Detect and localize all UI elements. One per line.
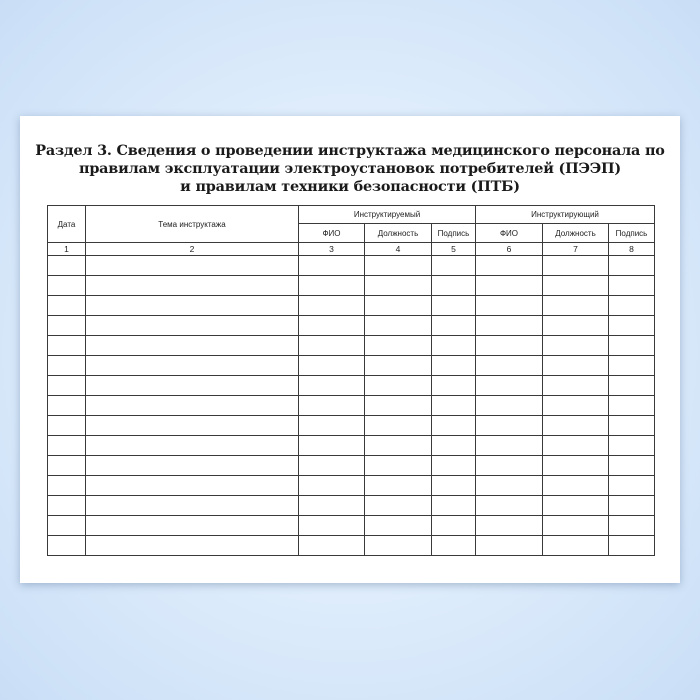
table-cell — [609, 376, 655, 396]
table-cell — [86, 336, 299, 356]
instruction-log-table — [47, 205, 655, 556]
table-cell — [609, 436, 655, 456]
table-cell — [86, 396, 299, 416]
table-cell — [609, 516, 655, 536]
table-cell — [48, 436, 86, 456]
section-title — [20, 142, 680, 196]
table-cell — [543, 416, 609, 436]
title-line-3: и правилам техники безопасности (ПТБ) — [180, 178, 520, 195]
table-cell — [432, 456, 476, 476]
table-cell — [299, 316, 365, 336]
column-number: 3 — [299, 243, 365, 256]
table-cell — [432, 536, 476, 556]
table-row — [48, 356, 655, 376]
table-cell — [86, 276, 299, 296]
table-cell — [543, 436, 609, 456]
table-cell — [299, 536, 365, 556]
table-cell — [432, 516, 476, 536]
title-line-1: Раздел 3. Сведения о проведении инструктажа медицинского персонала по — [35, 142, 665, 159]
table-cell — [432, 436, 476, 456]
table-cell — [86, 356, 299, 376]
header-instructed: Инструктируемый — [299, 206, 476, 224]
table-cell — [543, 516, 609, 536]
table-row — [48, 436, 655, 456]
header-instructor-signature: Подпись — [609, 224, 655, 243]
table-cell — [543, 396, 609, 416]
table-cell — [48, 456, 86, 476]
table-cell — [543, 256, 609, 276]
table-cell — [48, 356, 86, 376]
table-cell — [543, 336, 609, 356]
table-cell — [86, 436, 299, 456]
column-number: 6 — [476, 243, 543, 256]
header-instructor-position: Должность — [543, 224, 609, 243]
table-cell — [48, 256, 86, 276]
table-cell — [365, 476, 432, 496]
table-cell — [48, 516, 86, 536]
table-cell — [476, 476, 543, 496]
table-row — [48, 336, 655, 356]
table-cell — [432, 376, 476, 396]
table-cell — [365, 276, 432, 296]
table-cell — [432, 496, 476, 516]
table-cell — [476, 436, 543, 456]
table-cell — [609, 536, 655, 556]
table-cell — [543, 356, 609, 376]
table-cell — [432, 356, 476, 376]
table-row — [48, 276, 655, 296]
table-cell — [365, 536, 432, 556]
table-cell — [299, 296, 365, 316]
table-row — [48, 496, 655, 516]
table-row — [48, 256, 655, 276]
table-cell — [476, 276, 543, 296]
table-cell — [299, 476, 365, 496]
table-cell — [365, 436, 432, 456]
table-cell — [609, 336, 655, 356]
table-cell — [299, 436, 365, 456]
table-cell — [543, 296, 609, 316]
table-cell — [86, 256, 299, 276]
table-cell — [48, 276, 86, 296]
table-row — [48, 416, 655, 436]
table-cell — [476, 256, 543, 276]
table-cell — [476, 316, 543, 336]
table-cell — [432, 256, 476, 276]
table-cell — [299, 276, 365, 296]
table-cell — [299, 456, 365, 476]
table-row — [48, 456, 655, 476]
table-cell — [299, 256, 365, 276]
table-cell — [543, 376, 609, 396]
table-cell — [609, 456, 655, 476]
table-cell — [365, 516, 432, 536]
table-cell — [476, 516, 543, 536]
table-cell — [609, 396, 655, 416]
column-number: 5 — [432, 243, 476, 256]
table-cell — [86, 376, 299, 396]
column-number: 1 — [48, 243, 86, 256]
table-cell — [86, 496, 299, 516]
table-cell — [86, 296, 299, 316]
table-cell — [543, 456, 609, 476]
table-cell — [86, 476, 299, 496]
table-cell — [476, 296, 543, 316]
table-cell — [365, 496, 432, 516]
table-cell — [48, 396, 86, 416]
table-cell — [476, 396, 543, 416]
table-cell — [432, 336, 476, 356]
title-line-2: правилам эксплуатации электроустановок потребителей (ПЭЭП) — [78, 160, 621, 177]
table-cell — [86, 536, 299, 556]
table-row — [48, 376, 655, 396]
table-cell — [299, 516, 365, 536]
table-cell — [365, 256, 432, 276]
table-cell — [476, 416, 543, 436]
table-cell — [48, 496, 86, 516]
journal-page — [20, 116, 680, 583]
table-cell — [476, 496, 543, 516]
header-instructed-fio: ФИО — [299, 224, 365, 243]
table-cell — [476, 356, 543, 376]
table-cell — [299, 356, 365, 376]
table-cell — [86, 416, 299, 436]
table-cell — [299, 336, 365, 356]
table-cell — [432, 276, 476, 296]
table-cell — [48, 376, 86, 396]
table-cell — [365, 296, 432, 316]
table-cell — [299, 396, 365, 416]
table-cell — [476, 336, 543, 356]
table-cell — [476, 456, 543, 476]
table-cell — [48, 316, 86, 336]
table-cell — [543, 316, 609, 336]
blank-rows — [48, 256, 655, 556]
header-topic: Тема инструктажа — [86, 206, 299, 243]
column-number: 4 — [365, 243, 432, 256]
table-cell — [365, 396, 432, 416]
column-number: 2 — [86, 243, 299, 256]
table-row — [48, 296, 655, 316]
table-cell — [543, 496, 609, 516]
column-number: 7 — [543, 243, 609, 256]
table-cell — [299, 496, 365, 516]
table-row — [48, 536, 655, 556]
table-cell — [543, 536, 609, 556]
table-cell — [543, 476, 609, 496]
table-cell — [432, 316, 476, 336]
table-cell — [48, 336, 86, 356]
table-cell — [476, 376, 543, 396]
table-cell — [609, 416, 655, 436]
table-cell — [86, 316, 299, 336]
table-cell — [86, 516, 299, 536]
table-cell — [48, 476, 86, 496]
header-instructed-signature: Подпись — [432, 224, 476, 243]
table-cell — [543, 276, 609, 296]
header-instructor: Инструктирующий — [476, 206, 655, 224]
table-cell — [365, 356, 432, 376]
header-date: Дата — [48, 206, 86, 243]
header-instructed-position: Должность — [365, 224, 432, 243]
table-cell — [299, 416, 365, 436]
table-cell — [609, 476, 655, 496]
table-cell — [432, 416, 476, 436]
column-number-row — [48, 243, 655, 256]
table-cell — [609, 256, 655, 276]
table-cell — [48, 296, 86, 316]
table-cell — [609, 276, 655, 296]
table-row — [48, 316, 655, 336]
table-cell — [48, 416, 86, 436]
header-instructor-fio: ФИО — [476, 224, 543, 243]
table-cell — [476, 536, 543, 556]
table-row — [48, 476, 655, 496]
table-cell — [609, 296, 655, 316]
table-cell — [365, 456, 432, 476]
table-cell — [609, 316, 655, 336]
table-row — [48, 396, 655, 416]
table-cell — [48, 536, 86, 556]
table-cell — [365, 336, 432, 356]
table-cell — [365, 316, 432, 336]
column-number: 8 — [609, 243, 655, 256]
table-cell — [365, 416, 432, 436]
table-cell — [86, 456, 299, 476]
table-cell — [609, 356, 655, 376]
table-cell — [609, 496, 655, 516]
table-cell — [432, 396, 476, 416]
table-cell — [365, 376, 432, 396]
table-cell — [432, 476, 476, 496]
table-cell — [299, 376, 365, 396]
table-row — [48, 516, 655, 536]
table-cell — [432, 296, 476, 316]
